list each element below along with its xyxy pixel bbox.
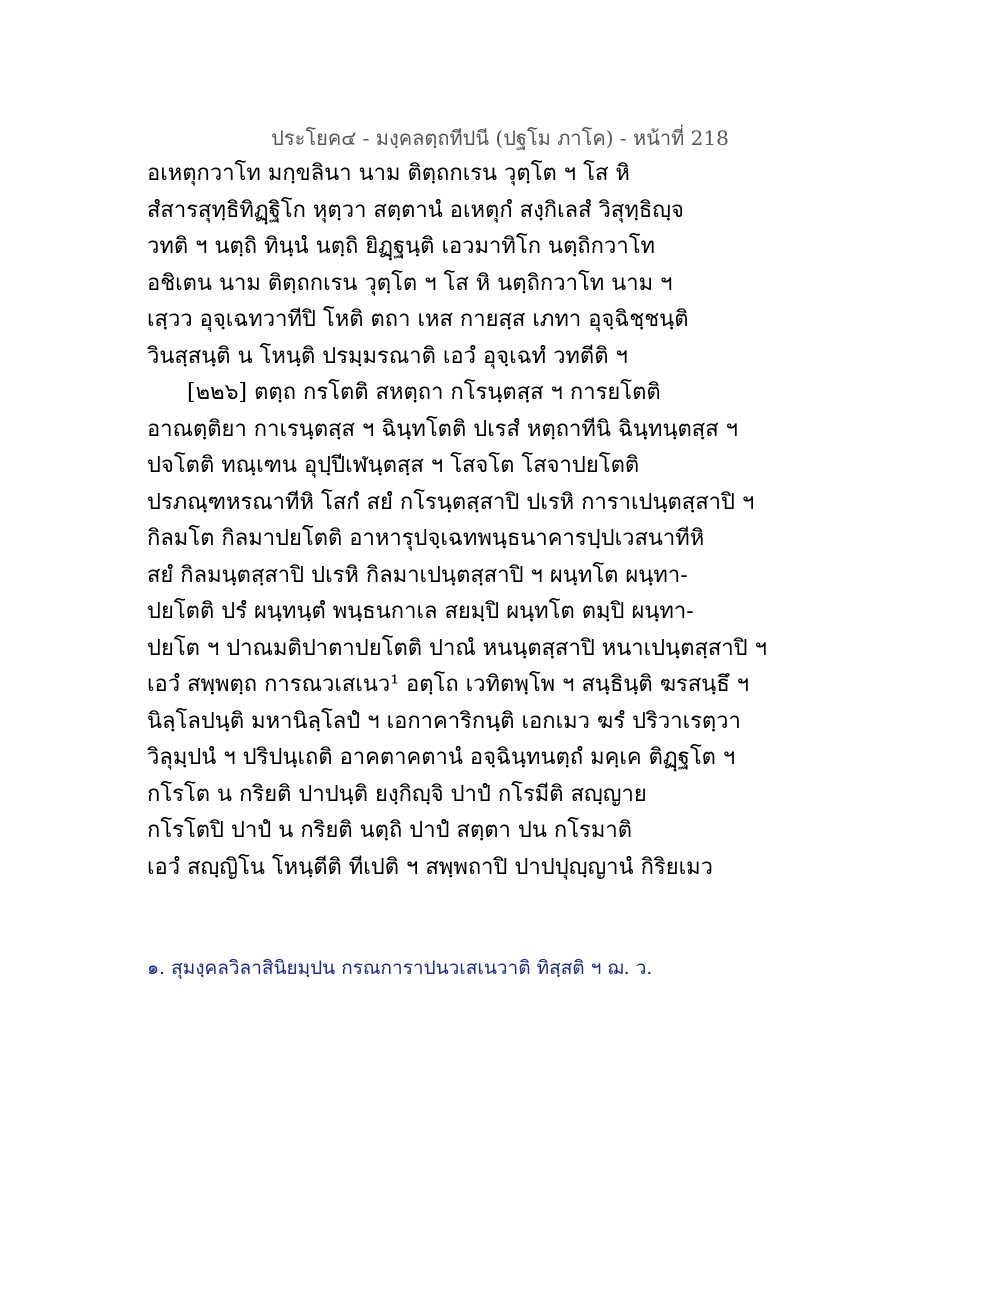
body-text xyxy=(147,156,767,886)
text-line: นิลฺโลปนฺติ มหานิลฺโลปํ ฯ เอกาคาริกนฺติ เอกเมว ฆรํ ปริวาเรตฺวา xyxy=(147,708,741,734)
text-line: สยํ กิลมนฺตสฺสาปิ ปเรหิ กิลมาเปนฺตสฺสาปิ ฯ ผนฺทโต ผนฺทา- xyxy=(147,562,688,588)
text-line: ปรภณฺฑหรณาทีหิ โสกํ สยํ กโรนฺตสฺสาปิ ปเรหิ การาเปนฺตสฺสาปิ ฯ xyxy=(147,489,755,515)
text-line: วทติ ฯ นตฺถิ ทินฺนํ นตฺถิ ยิฏฺฐนฺติ เอวมาทิโก นตฺถิกวาโท xyxy=(147,234,656,259)
text-line: ปยโตติ ปรํ ผนฺทนฺตํ พนฺธนกาเล สยมฺปิ ผนฺทโต ตมฺปิ ผนฺทา- xyxy=(147,599,694,624)
text-line: วิลุมฺปนํ ฯ ปริปนฺเถติ อาคตาคตานํ อจฺฉินฺทนตฺถํ มคฺเค ติฏฺฐโต ฯ xyxy=(147,745,736,770)
running-header: ประโยค๔ - มงฺคลตฺถทีปนี (ปฐโม ภาโค) - หน้าที่ 218 xyxy=(271,126,729,150)
text-line: กโรโต น กริยติ ปาปนฺติ ยงฺกิญฺจิ ปาปํ กโรมีติ สญฺญาย xyxy=(147,781,647,807)
text-line: ปยโต ฯ ปาณมติปาตาปยโตติ ปาณํ หนนฺตสฺสาปิ หนาเปนฺตสฺสาปิ ฯ xyxy=(147,635,767,661)
text-line: เสฺวว อุจฺเฉทวาทีปิ โหติ ตถา เหส กายสฺส เภทา อุจฺฉิชฺชนฺติ xyxy=(147,307,689,332)
text-line: วินสฺสนฺติ น โหนฺติ ปรมฺมรณาติ เอวํ อุจฺเฉทํ วทตีติ ฯ xyxy=(147,343,628,369)
text-line: ปจโตติ ทณฺเฑน อุปฺปีเฬนฺตสฺส ฯ โสจโต โสจาปยโตติ xyxy=(147,453,640,478)
text-line: สํสารสุทฺธิทิฏฺฐิโก หุตฺวา สตฺตานํ อเหตุกํ สงฺกิเลสํ วิสุทฺธิญฺจ xyxy=(147,197,684,223)
text-line: กิลมโต กิลมาปยโตติ อาหารุปจฺเฉทพนฺธนาคารปฺปเวสนาทีหิ xyxy=(147,526,705,551)
text-line: อาณตฺติยา กาเรนฺตสฺส ฯ ฉินฺทโตติ ปเรสํ หตฺถาทีนิ ฉินฺทนฺตสฺส ฯ xyxy=(147,416,739,442)
footnote: ๑. สุมงฺคลวิลาสินิยมฺปน กรณการาปนวเสเนวาติ ทิสฺสติ ฯ ฌ. ว. xyxy=(147,957,653,979)
text-line: เอวํ สพฺพตฺถ การณวเสเนว¹ อตฺโถ เวทิตพฺโพ ฯ สนฺธินฺติ ฆรสนฺธึ ฯ xyxy=(147,672,750,697)
text-line: เอวํ สญฺญิโน โหนฺตีติ ทีเปติ ฯ สพฺพถาปิ ปาปปุญฺญานํ กิริยเมว xyxy=(147,854,713,880)
text-line: อเหตุกวาโท มกฺขลินา นาม ติตฺถกเรน วุตฺโต ฯ โส หิ xyxy=(147,161,630,186)
text-line: กโรโตปิ ปาปํ น กริยติ นตฺถิ ปาปํ สตฺตา ปน กโรมาติ xyxy=(147,818,632,843)
text-line: อชิเตน นาม ติตฺถกเรน วุตฺโต ฯ โส หิ นตฺถิกวาโท นาม ฯ xyxy=(147,270,673,296)
paragraph-start-line: [๒๒๖] ตตฺถ กรโตติ สหตฺถา กโรนฺตสฺส ฯ การยโตติ xyxy=(187,380,661,405)
